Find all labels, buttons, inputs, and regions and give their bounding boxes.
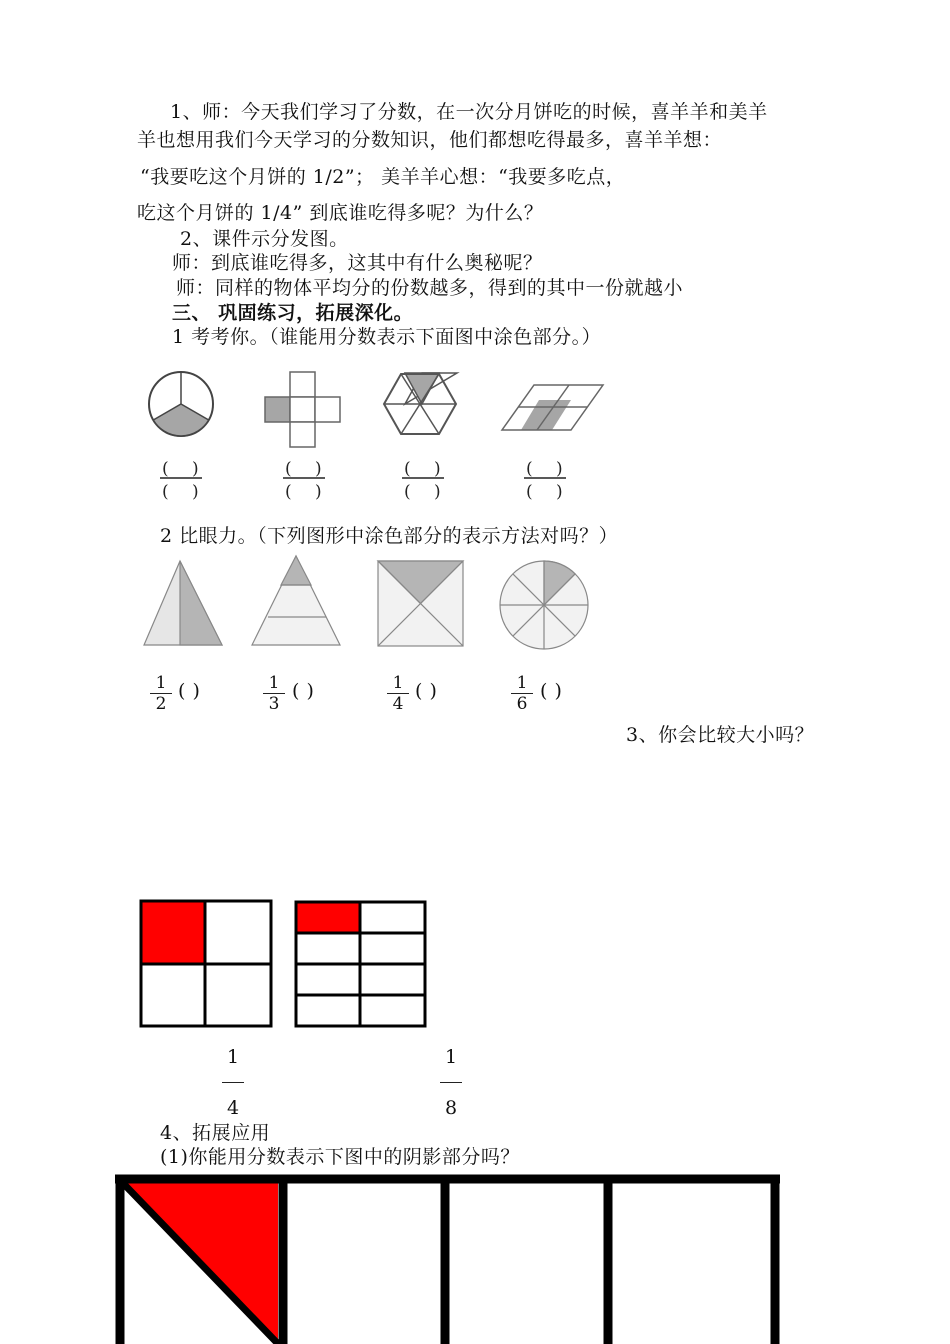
circle-eighths-figure — [500, 561, 588, 649]
parallelogram-quarters-figure — [502, 385, 603, 430]
grid-eighths — [296, 902, 425, 1026]
q2-fraction-sixth — [511, 673, 533, 714]
q2-blank-2: ( ) — [292, 680, 315, 702]
svg-text:): ) — [434, 482, 441, 502]
q2-fraction-quarter — [387, 673, 409, 714]
svg-text:): ) — [434, 459, 441, 479]
q3-fraction-eighth — [440, 1046, 462, 1119]
fraction-denominator: 8 — [440, 1082, 462, 1119]
question-3: 3、你会比较大小吗？ — [626, 724, 815, 746]
fraction-numerator: 1 — [155, 673, 167, 693]
section-3-heading: 三、 巩固练习，拓展深化。 — [172, 302, 414, 324]
fraction-denominator: 3 — [263, 693, 285, 714]
fraction-denominator: 2 — [150, 693, 172, 714]
fraction-denominator: 4 — [387, 693, 409, 714]
svg-text:): ) — [556, 482, 563, 502]
question-3-grids — [138, 898, 438, 1030]
square-quarter-figure — [378, 561, 463, 646]
q3-fraction-quarter — [222, 1046, 244, 1119]
svg-text:(: ( — [526, 459, 533, 479]
question-4-sub: (1)你能用分数表示下图中的阴影部分吗？ — [160, 1146, 520, 1168]
para-3: 师：到底谁吃得多，这其中有什么奥秘呢？ — [172, 252, 543, 274]
svg-text:(: ( — [526, 482, 533, 502]
fraction-numerator: 1 — [268, 673, 280, 693]
q2-fraction-third — [263, 673, 285, 714]
svg-text:): ) — [556, 459, 563, 479]
fraction-denominator: 6 — [511, 693, 533, 714]
svg-text:(: ( — [404, 482, 411, 502]
fraction-numerator: 1 — [392, 673, 404, 693]
svg-text:): ) — [315, 459, 322, 479]
fraction-numerator: 1 — [226, 1046, 240, 1068]
hexagon-sixths-figure — [384, 373, 457, 434]
para-1-line-2: 羊也想用我们今天学习的分数知识，他们都想吃得最多，喜羊羊想： — [137, 129, 723, 151]
fraction-numerator: 1 — [444, 1046, 458, 1068]
svg-text:(: ( — [162, 459, 169, 479]
para-1-line-1: 1、师：今天我们学习了分数，在一次分月饼吃的时候，喜羊羊和美羊 — [170, 101, 768, 123]
question-2: 2 比眼力。（下列图形中涂色部分的表示方法对吗？） — [160, 525, 619, 547]
cross-squares-figure — [265, 372, 340, 447]
svg-text:): ) — [315, 482, 322, 502]
question-2-figures — [140, 553, 610, 663]
question-4-strip — [110, 1170, 790, 1344]
triangle-half-figure — [144, 561, 222, 645]
question-4: 4、拓展应用 — [160, 1122, 271, 1144]
svg-text:(: ( — [162, 482, 169, 502]
para-1-line-3: “我要吃这个月饼的 1/2”； 美羊羊心想：“我要多吃点， — [140, 166, 626, 188]
para-4: 师：同样的物体平均分的份数越多，得到的其中一份就越小 — [176, 277, 684, 299]
question-1-figures — [140, 360, 620, 510]
fraction-numerator: 1 — [516, 673, 528, 693]
q2-blank-1: ( ) — [178, 680, 201, 702]
q2-blank-3: ( ) — [415, 680, 438, 702]
para-2: 2、课件示分发图。 — [180, 228, 349, 250]
fraction-denominator: 4 — [222, 1082, 244, 1119]
grid-quarters — [141, 901, 271, 1026]
fraction-blanks — [160, 459, 566, 502]
circle-thirds-figure — [149, 372, 213, 436]
q2-fraction-half — [150, 673, 172, 714]
svg-text:(: ( — [404, 459, 411, 479]
q2-blank-4: ( ) — [540, 680, 563, 702]
svg-text:(: ( — [285, 459, 292, 479]
svg-text:): ) — [192, 459, 199, 479]
question-1: 1 考考你。（谁能用分数表示下面图中涂色部分。） — [172, 326, 602, 348]
svg-text:(: ( — [285, 482, 292, 502]
triangle-thirds-figure — [252, 556, 340, 645]
para-1-line-4: 吃这个月饼的 1/4” 到底谁吃得多呢？为什么？ — [137, 202, 544, 224]
svg-text:): ) — [192, 482, 199, 502]
